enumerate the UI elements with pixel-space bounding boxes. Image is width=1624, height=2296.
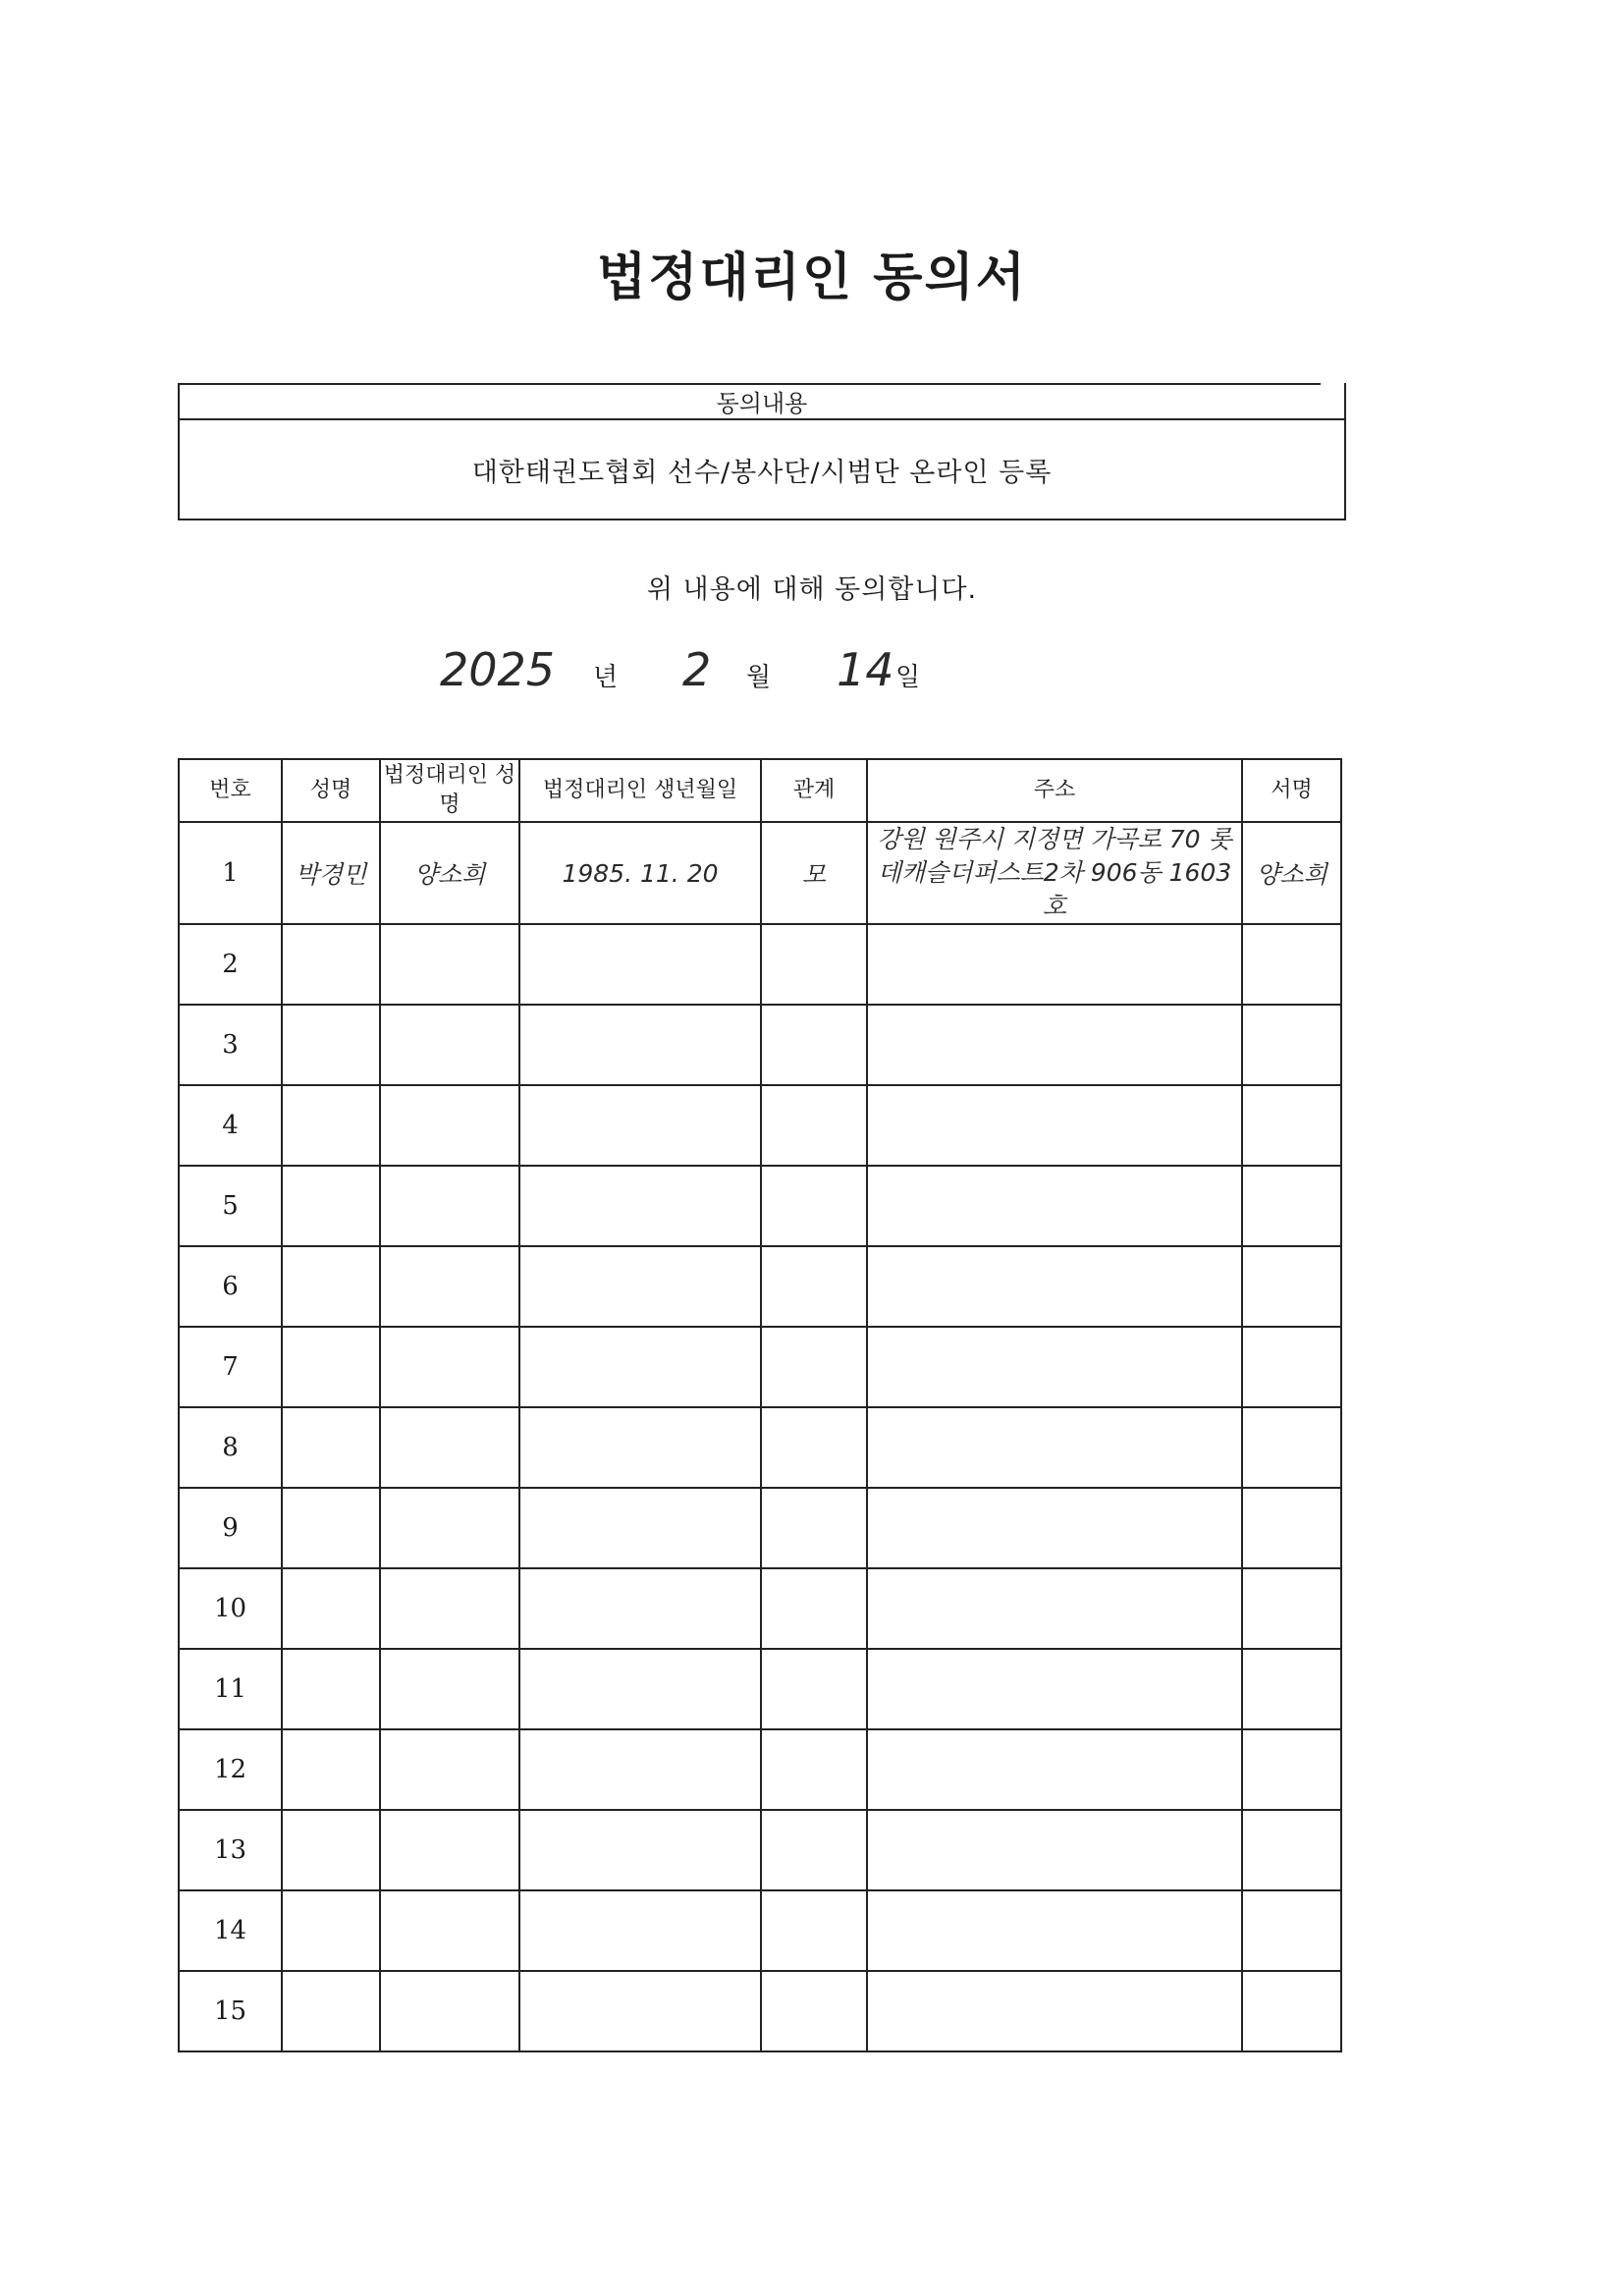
date-year-label: 년 xyxy=(593,663,619,692)
participant-name xyxy=(282,1085,380,1166)
table-row xyxy=(179,822,1341,924)
row-number: 3 xyxy=(179,1005,282,1085)
guardian-signature: 양소희 xyxy=(1242,822,1341,924)
guardian-relation xyxy=(761,1810,867,1890)
guardian-address xyxy=(867,1729,1242,1810)
row-number: 10 xyxy=(179,1568,282,1649)
table-row xyxy=(179,1327,1341,1407)
guardian-name xyxy=(380,1649,519,1729)
participant-name xyxy=(282,1810,380,1890)
row-number: 7 xyxy=(179,1327,282,1407)
guardian-address xyxy=(867,1005,1242,1085)
document-title: 법정대리인 동의서 xyxy=(597,248,1027,307)
table-row xyxy=(179,1488,1341,1568)
date-day: 14 xyxy=(837,643,894,696)
participant-name xyxy=(282,1407,380,1488)
guardian-address xyxy=(867,1971,1242,2051)
guardian-relation xyxy=(761,1166,867,1246)
guardian-name xyxy=(380,1488,519,1568)
table-row xyxy=(179,1568,1341,1649)
guardian-relation xyxy=(761,1246,867,1327)
table-row xyxy=(179,1085,1341,1166)
guardian-relation xyxy=(761,924,867,1005)
table-row xyxy=(179,1166,1341,1246)
table-row xyxy=(179,924,1341,1005)
participant-name xyxy=(282,1166,380,1246)
row-number: 14 xyxy=(179,1890,282,1971)
guardian-signature xyxy=(1242,1488,1341,1568)
guardian-name xyxy=(380,1005,519,1085)
participant-name xyxy=(282,924,380,1005)
row-number: 9 xyxy=(179,1488,282,1568)
table-row xyxy=(179,1005,1341,1085)
guardian-name xyxy=(380,1166,519,1246)
header-relation: 관계 xyxy=(761,759,867,822)
guardian-relation xyxy=(761,1085,867,1166)
participant-name xyxy=(282,1327,380,1407)
table-row xyxy=(179,1407,1341,1488)
guardian-signature xyxy=(1242,1327,1341,1407)
participant-name xyxy=(282,1246,380,1327)
row-number: 13 xyxy=(179,1810,282,1890)
participant-name xyxy=(282,1649,380,1729)
row-number: 6 xyxy=(179,1246,282,1327)
consent-date xyxy=(0,643,1624,702)
table-header-row xyxy=(179,759,1341,822)
guardian-name xyxy=(380,1890,519,1971)
guardian-address xyxy=(867,1246,1242,1327)
guardian-name xyxy=(380,1729,519,1810)
guardian-birthdate xyxy=(519,1649,761,1729)
header-guardian-birth: 법정대리인 생년월일 xyxy=(519,759,761,822)
guardian-relation xyxy=(761,1729,867,1810)
guardian-birthdate xyxy=(519,1890,761,1971)
guardian-address xyxy=(867,1327,1242,1407)
guardian-signature xyxy=(1242,924,1341,1005)
table-row xyxy=(179,1971,1341,2051)
consent-text: 대한태권도협회 선수/봉사단/시범단 온라인 등록 xyxy=(471,457,1053,488)
row-number: 5 xyxy=(179,1166,282,1246)
guardian-name xyxy=(380,1568,519,1649)
roster-body xyxy=(179,822,1341,2051)
table-row xyxy=(179,1649,1341,1729)
guardian-name xyxy=(380,1971,519,2051)
row-number: 11 xyxy=(179,1649,282,1729)
guardian-name xyxy=(380,1327,519,1407)
guardian-signature xyxy=(1242,1971,1341,2051)
guardian-address xyxy=(867,1568,1242,1649)
guardian-name xyxy=(380,1085,519,1166)
header-name: 성명 xyxy=(282,759,380,822)
guardian-birthdate xyxy=(519,1488,761,1568)
guardian-signature xyxy=(1242,1568,1341,1649)
date-day-label: 일 xyxy=(895,663,921,692)
guardian-relation xyxy=(761,1890,867,1971)
header-signature: 서명 xyxy=(1242,759,1341,822)
consent-box xyxy=(178,383,1346,520)
guardian-birthdate xyxy=(519,1568,761,1649)
guardian-name xyxy=(380,924,519,1005)
guardian-address xyxy=(867,1166,1242,1246)
participant-name xyxy=(282,1488,380,1568)
guardian-name: 양소희 xyxy=(380,822,519,924)
guardian-address xyxy=(867,1810,1242,1890)
guardian-signature xyxy=(1242,1890,1341,1971)
guardian-birthdate xyxy=(519,1729,761,1810)
participant-name xyxy=(282,1890,380,1971)
row-number: 15 xyxy=(179,1971,282,2051)
guardian-address xyxy=(867,1407,1242,1488)
guardian-birthdate xyxy=(519,1166,761,1246)
guardian-name xyxy=(380,1810,519,1890)
guardian-signature xyxy=(1242,1005,1341,1085)
guardian-birthdate xyxy=(519,1085,761,1166)
date-year: 2025 xyxy=(440,643,556,696)
header-address: 주소 xyxy=(867,759,1242,822)
guardian-signature xyxy=(1242,1810,1341,1890)
guardian-name xyxy=(380,1407,519,1488)
table-row xyxy=(179,1810,1341,1890)
guardian-relation xyxy=(761,1971,867,2051)
guardian-signature xyxy=(1242,1407,1341,1488)
agree-statement: 위 내용에 대해 동의합니다. xyxy=(646,574,978,605)
guardian-address xyxy=(867,1649,1242,1729)
guardian-signature xyxy=(1242,1649,1341,1729)
table-row xyxy=(179,1890,1341,1971)
table-row xyxy=(179,1729,1341,1810)
guardian-birthdate xyxy=(519,1005,761,1085)
consent-header: 동의내용 xyxy=(180,383,1344,420)
guardian-relation xyxy=(761,1407,867,1488)
date-month-label: 월 xyxy=(746,663,772,692)
participant-name: 박경민 xyxy=(282,822,380,924)
guardian-roster-table xyxy=(178,758,1342,2052)
guardian-birthdate xyxy=(519,924,761,1005)
guardian-relation: 모 xyxy=(761,822,867,924)
participant-name xyxy=(282,1568,380,1649)
guardian-address xyxy=(867,924,1242,1005)
row-number: 4 xyxy=(179,1085,282,1166)
table-row xyxy=(179,1246,1341,1327)
guardian-relation xyxy=(761,1568,867,1649)
participant-name xyxy=(282,1005,380,1085)
guardian-relation xyxy=(761,1005,867,1085)
guardian-birthdate xyxy=(519,1971,761,2051)
guardian-birthdate xyxy=(519,1407,761,1488)
row-number: 12 xyxy=(179,1729,282,1810)
guardian-birthdate xyxy=(519,1246,761,1327)
guardian-birthdate xyxy=(519,1810,761,1890)
guardian-signature xyxy=(1242,1166,1341,1246)
guardian-signature xyxy=(1242,1729,1341,1810)
guardian-signature xyxy=(1242,1246,1341,1327)
guardian-relation xyxy=(761,1649,867,1729)
guardian-address: 강원 원주시 지정면 가곡로 70 롯데캐슬더퍼스트2차 906동 1603호 xyxy=(867,822,1242,924)
row-number: 2 xyxy=(179,924,282,1005)
guardian-birthdate: 1985. 11. 20 xyxy=(519,822,761,924)
participant-name xyxy=(282,1971,380,2051)
guardian-birthdate xyxy=(519,1327,761,1407)
row-number: 8 xyxy=(179,1407,282,1488)
guardian-address xyxy=(867,1890,1242,1971)
header-no: 번호 xyxy=(179,759,282,822)
row-number: 1 xyxy=(179,822,282,924)
date-month: 2 xyxy=(682,643,712,696)
guardian-signature xyxy=(1242,1085,1341,1166)
guardian-address xyxy=(867,1488,1242,1568)
participant-name xyxy=(282,1729,380,1810)
guardian-address xyxy=(867,1085,1242,1166)
guardian-relation xyxy=(761,1488,867,1568)
guardian-name xyxy=(380,1246,519,1327)
guardian-relation xyxy=(761,1327,867,1407)
header-guardian-name: 법정대리인 성명 xyxy=(380,759,519,822)
